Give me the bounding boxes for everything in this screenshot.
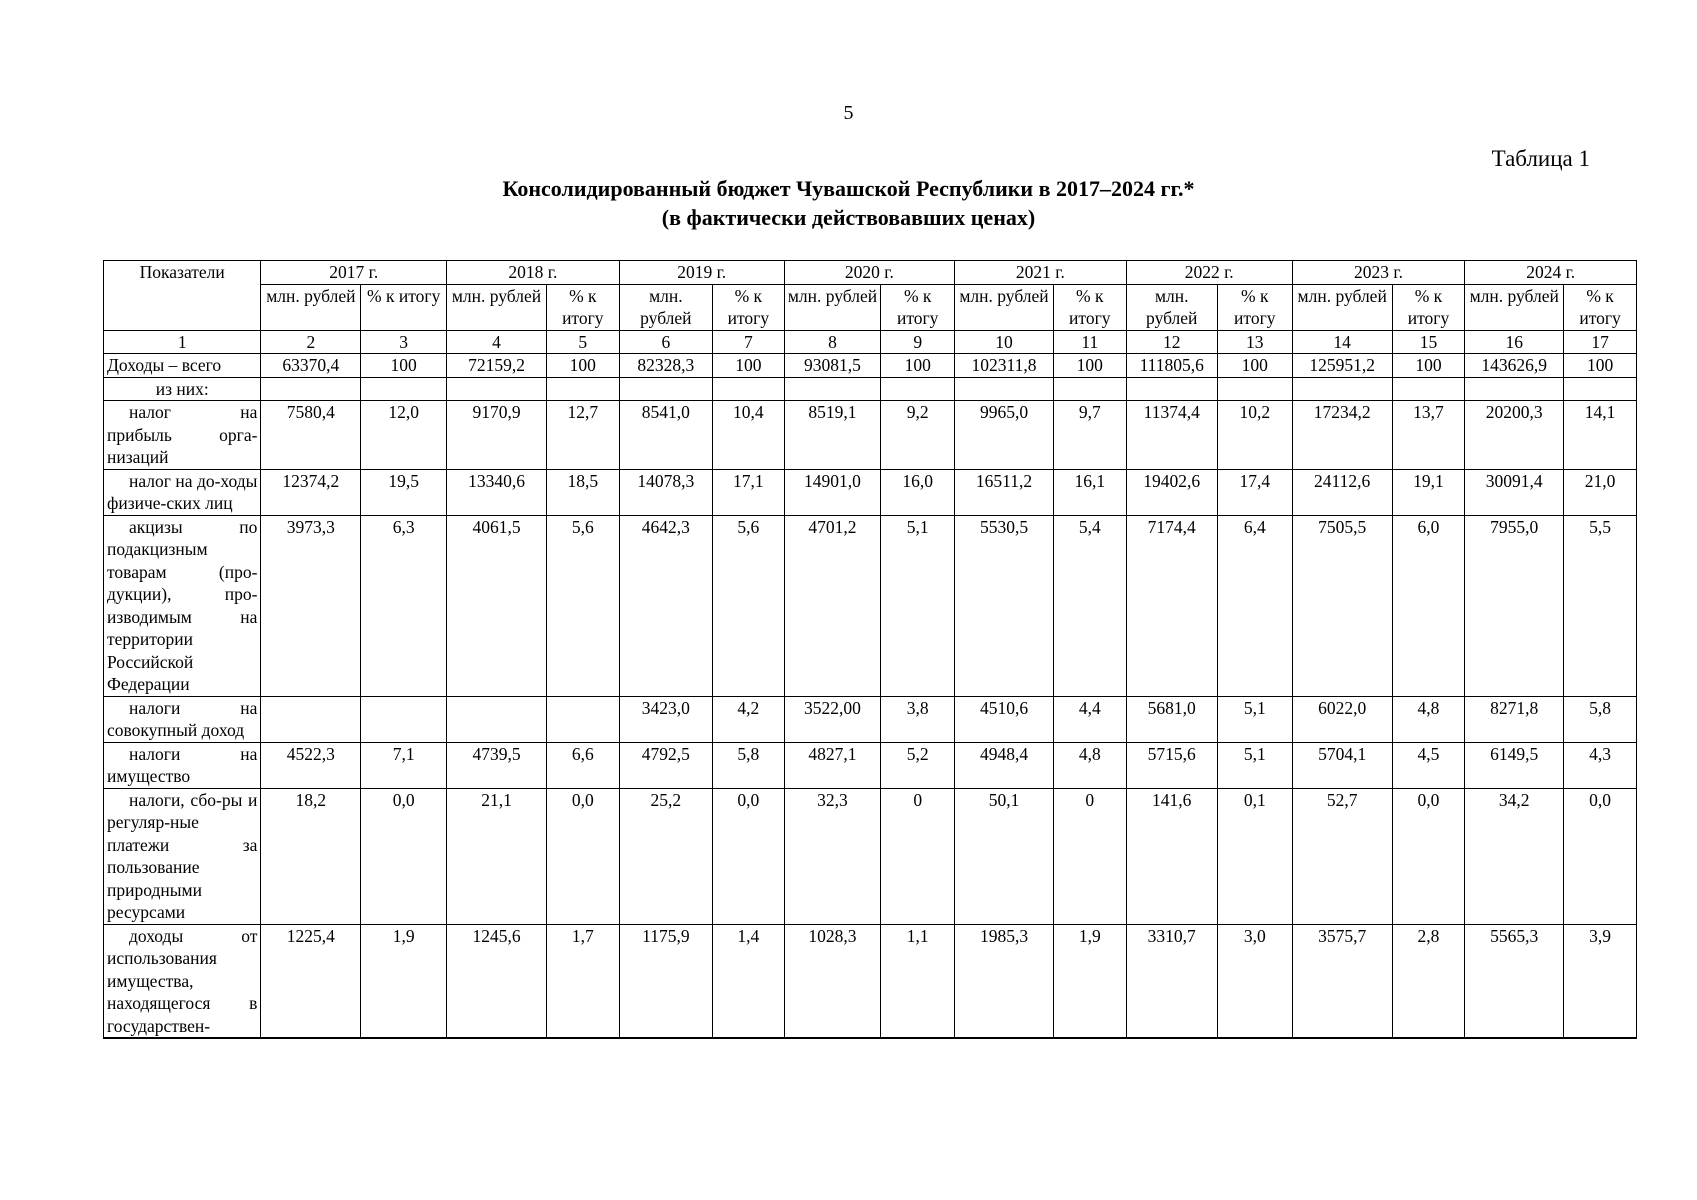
amount-cell: 5681,0: [1126, 696, 1217, 742]
amount-cell: 4061,5: [447, 515, 547, 696]
amount-cell: 14078,3: [619, 469, 712, 515]
percent-cell: 19,5: [361, 469, 447, 515]
amount-cell: 1028,3: [784, 924, 881, 1038]
percent-cell: 10,2: [1217, 401, 1292, 470]
year-header: 2021 г.: [955, 261, 1127, 285]
percent-cell: 21,0: [1564, 469, 1637, 515]
percent-cell: 4,2: [713, 696, 785, 742]
percent-cell: 100: [1392, 354, 1465, 378]
amount-cell: [447, 377, 547, 401]
percent-cell: 14,1: [1564, 401, 1637, 470]
percent-cell: 4,3: [1564, 742, 1637, 788]
row-label: налог на до-ходы физиче-ских лиц: [104, 469, 261, 515]
amount-cell: 13340,6: [447, 469, 547, 515]
percent-cell: 1,9: [361, 924, 447, 1038]
percent-cell: 3,0: [1217, 924, 1292, 1038]
amount-cell: 4510,6: [955, 696, 1054, 742]
percent-cell: 6,0: [1392, 515, 1465, 696]
amount-cell: 8271,8: [1465, 696, 1564, 742]
percent-cell: 1,1: [881, 924, 955, 1038]
amount-cell: 24112,6: [1292, 469, 1392, 515]
percent-cell: 0,0: [361, 788, 447, 924]
percent-cell: 7,1: [361, 742, 447, 788]
amount-cell: 11374,4: [1126, 401, 1217, 470]
percent-cell: 9,2: [881, 401, 955, 470]
amount-cell: 7580,4: [261, 401, 361, 470]
percent-cell: 9,7: [1053, 401, 1126, 470]
percent-cell: [361, 377, 447, 401]
row-label: налоги на имущество: [104, 742, 261, 788]
page-number: 5: [843, 102, 854, 124]
amount-cell: [784, 377, 881, 401]
unit-header-amount: млн. рублей: [1292, 284, 1392, 330]
unit-header-amount: млн. рублей: [784, 284, 881, 330]
amount-cell: 111805,6: [1126, 354, 1217, 378]
table-row: [104, 515, 1637, 696]
percent-cell: 4,4: [1053, 696, 1126, 742]
percent-cell: 100: [1217, 354, 1292, 378]
amount-cell: [955, 377, 1054, 401]
year-header: 2018 г.: [447, 261, 620, 285]
amount-cell: 12374,2: [261, 469, 361, 515]
percent-cell: 19,1: [1392, 469, 1465, 515]
percent-cell: 5,2: [881, 742, 955, 788]
amount-cell: 125951,2: [1292, 354, 1392, 378]
amount-cell: [261, 696, 361, 742]
column-number-cell: 15: [1392, 330, 1465, 354]
amount-cell: 1225,4: [261, 924, 361, 1038]
amount-cell: [1292, 377, 1392, 401]
percent-cell: 6,4: [1217, 515, 1292, 696]
table-row: [104, 401, 1637, 470]
amount-cell: 9170,9: [447, 401, 547, 470]
amount-cell: 34,2: [1465, 788, 1564, 924]
amount-cell: 4827,1: [784, 742, 881, 788]
amount-cell: 143626,9: [1465, 354, 1564, 378]
percent-cell: 0: [1053, 788, 1126, 924]
percent-cell: [546, 377, 619, 401]
amount-cell: 52,7: [1292, 788, 1392, 924]
amount-cell: 1985,3: [955, 924, 1054, 1038]
unit-header-amount: млн. рублей: [1465, 284, 1564, 330]
percent-cell: 0,1: [1217, 788, 1292, 924]
percent-cell: 13,7: [1392, 401, 1465, 470]
column-number-cell: 11: [1053, 330, 1126, 354]
amount-cell: 7955,0: [1465, 515, 1564, 696]
row-label: доходы от использования имущества, находящегося в государствен-: [104, 924, 261, 1038]
percent-cell: 5,1: [881, 515, 955, 696]
table-row: [104, 696, 1637, 742]
amount-cell: 3310,7: [1126, 924, 1217, 1038]
amount-cell: 8519,1: [784, 401, 881, 470]
amount-cell: 4948,4: [955, 742, 1054, 788]
percent-cell: 100: [1053, 354, 1126, 378]
percent-cell: 4,8: [1392, 696, 1465, 742]
year-header: 2022 г.: [1126, 261, 1292, 285]
percent-cell: 16,0: [881, 469, 955, 515]
row-label: акцизы по подакцизным товарам (про-дукции), про-изводимым на территории Российской Федерации: [104, 515, 261, 696]
percent-cell: [1053, 377, 1126, 401]
amount-cell: 141,6: [1126, 788, 1217, 924]
percent-cell: 5,8: [1564, 696, 1637, 742]
percent-cell: [546, 696, 619, 742]
amount-cell: 8541,0: [619, 401, 712, 470]
column-number-cell: 9: [881, 330, 955, 354]
amount-cell: 7174,4: [1126, 515, 1217, 696]
percent-cell: 4,5: [1392, 742, 1465, 788]
amount-cell: 82328,3: [619, 354, 712, 378]
unit-header-percent: % к итогу: [546, 284, 619, 330]
row-label: Доходы – всего: [104, 354, 261, 378]
percent-cell: [361, 696, 447, 742]
amount-cell: 4792,5: [619, 742, 712, 788]
column-number-cell: 6: [619, 330, 712, 354]
percent-cell: 0,0: [1564, 788, 1637, 924]
amount-cell: [619, 377, 712, 401]
amount-cell: [1126, 377, 1217, 401]
year-header: 2017 г.: [261, 261, 447, 285]
column-number-row: [104, 330, 1637, 354]
unit-header-amount: млн. рублей: [1126, 284, 1217, 330]
percent-cell: 0,0: [546, 788, 619, 924]
title-line-2: (в фактически действовавших ценах): [661, 205, 1036, 230]
column-number-cell: 17: [1564, 330, 1637, 354]
amount-cell: 93081,5: [784, 354, 881, 378]
percent-cell: 100: [881, 354, 955, 378]
percent-cell: 2,8: [1392, 924, 1465, 1038]
amount-cell: 18,2: [261, 788, 361, 924]
amount-cell: 17234,2: [1292, 401, 1392, 470]
amount-cell: 25,2: [619, 788, 712, 924]
amount-cell: 20200,3: [1465, 401, 1564, 470]
amount-cell: 6022,0: [1292, 696, 1392, 742]
percent-cell: 5,6: [546, 515, 619, 696]
unit-header-percent: % к итогу: [1564, 284, 1637, 330]
percent-cell: 0: [881, 788, 955, 924]
percent-cell: 100: [546, 354, 619, 378]
column-number-cell: 3: [361, 330, 447, 354]
amount-cell: 21,1: [447, 788, 547, 924]
percent-cell: 5,6: [713, 515, 785, 696]
amount-cell: [261, 377, 361, 401]
amount-cell: 4642,3: [619, 515, 712, 696]
percent-cell: 1,4: [713, 924, 785, 1038]
percent-cell: 3,9: [1564, 924, 1637, 1038]
percent-cell: 5,8: [713, 742, 785, 788]
column-number-cell: 7: [713, 330, 785, 354]
percent-cell: 0,0: [713, 788, 785, 924]
percent-cell: 100: [361, 354, 447, 378]
table-title: [0, 174, 1697, 232]
row-label: из них:: [104, 377, 261, 401]
percent-cell: 6,3: [361, 515, 447, 696]
column-number-cell: 10: [955, 330, 1054, 354]
amount-cell: 5530,5: [955, 515, 1054, 696]
amount-cell: [1465, 377, 1564, 401]
percent-cell: 5,1: [1217, 742, 1292, 788]
unit-header-percent: % к итогу: [713, 284, 785, 330]
amount-cell: 32,3: [784, 788, 881, 924]
year-header: 2020 г.: [784, 261, 954, 285]
amount-cell: 102311,8: [955, 354, 1054, 378]
column-number-cell: 5: [546, 330, 619, 354]
amount-cell: 1175,9: [619, 924, 712, 1038]
unit-header-amount: млн. рублей: [447, 284, 547, 330]
column-number-cell: 8: [784, 330, 881, 354]
unit-header-percent: % к итогу: [881, 284, 955, 330]
column-number-cell: 12: [1126, 330, 1217, 354]
percent-cell: 0,0: [1392, 788, 1465, 924]
row-label: налоги на совокупный доход: [104, 696, 261, 742]
column-number-cell: 2: [261, 330, 361, 354]
amount-cell: 7505,5: [1292, 515, 1392, 696]
row-label: налог на прибыль орга-низаций: [104, 401, 261, 470]
amount-cell: 63370,4: [261, 354, 361, 378]
amount-cell: 3522,00: [784, 696, 881, 742]
unit-header-percent: % к итогу: [1392, 284, 1465, 330]
table-row: [104, 469, 1637, 515]
amount-cell: [447, 696, 547, 742]
unit-header-percent: % к итогу: [1053, 284, 1126, 330]
year-header: 2019 г.: [619, 261, 784, 285]
column-number-cell: 4: [447, 330, 547, 354]
year-header-row: [104, 261, 1637, 285]
unit-header-amount: млн. рублей: [261, 284, 361, 330]
amount-cell: 3575,7: [1292, 924, 1392, 1038]
column-number-cell: 13: [1217, 330, 1292, 354]
table-body: [104, 330, 1637, 1038]
percent-cell: 5,5: [1564, 515, 1637, 696]
amount-cell: 1245,6: [447, 924, 547, 1038]
percent-cell: [713, 377, 785, 401]
unit-header-amount: млн. рублей: [619, 284, 712, 330]
amount-cell: 16511,2: [955, 469, 1054, 515]
amount-cell: 4522,3: [261, 742, 361, 788]
table-row: [104, 788, 1637, 924]
amount-cell: 6149,5: [1465, 742, 1564, 788]
column-number-cell: 1: [104, 330, 261, 354]
table-row: [104, 742, 1637, 788]
percent-cell: [1564, 377, 1637, 401]
column-number-cell: 16: [1465, 330, 1564, 354]
indicator-header: Показатели: [104, 261, 261, 331]
amount-cell: 5704,1: [1292, 742, 1392, 788]
title-line-1: Консолидированный бюджет Чувашской Республики в 2017–2024 гг.*: [502, 176, 1195, 201]
unit-header-percent: % к итогу: [1217, 284, 1292, 330]
percent-cell: 3,8: [881, 696, 955, 742]
percent-cell: 10,4: [713, 401, 785, 470]
table-row: [104, 924, 1637, 1038]
percent-cell: 100: [713, 354, 785, 378]
percent-cell: 1,9: [1053, 924, 1126, 1038]
percent-cell: [881, 377, 955, 401]
percent-cell: 12,7: [546, 401, 619, 470]
percent-cell: 6,6: [546, 742, 619, 788]
table-row: [104, 377, 1637, 401]
percent-cell: 18,5: [546, 469, 619, 515]
unit-header-percent: % к итогу: [361, 284, 447, 330]
table-row: [104, 354, 1637, 378]
unit-header-row: [104, 284, 1637, 330]
year-header: 2024 г.: [1465, 261, 1637, 285]
percent-cell: [1217, 377, 1292, 401]
amount-cell: 3973,3: [261, 515, 361, 696]
column-number-cell: 14: [1292, 330, 1392, 354]
amount-cell: 9965,0: [955, 401, 1054, 470]
percent-cell: [1392, 377, 1465, 401]
percent-cell: 17,4: [1217, 469, 1292, 515]
percent-cell: 16,1: [1053, 469, 1126, 515]
percent-cell: 17,1: [713, 469, 785, 515]
amount-cell: 4739,5: [447, 742, 547, 788]
percent-cell: 1,7: [546, 924, 619, 1038]
amount-cell: 4701,2: [784, 515, 881, 696]
amount-cell: 72159,2: [447, 354, 547, 378]
amount-cell: 5715,6: [1126, 742, 1217, 788]
amount-cell: 30091,4: [1465, 469, 1564, 515]
amount-cell: 14901,0: [784, 469, 881, 515]
percent-cell: 12,0: [361, 401, 447, 470]
amount-cell: 3423,0: [619, 696, 712, 742]
percent-cell: 5,4: [1053, 515, 1126, 696]
amount-cell: 5565,3: [1465, 924, 1564, 1038]
percent-cell: 5,1: [1217, 696, 1292, 742]
amount-cell: 50,1: [955, 788, 1054, 924]
row-label: налоги, сбо-ры и регуляр-ные платежи за пользование природными ресурсами: [104, 788, 261, 924]
budget-table: [103, 260, 1637, 1039]
year-header: 2023 г.: [1292, 261, 1465, 285]
table-label: Таблица 1: [1491, 146, 1590, 171]
percent-cell: 4,8: [1053, 742, 1126, 788]
percent-cell: 100: [1564, 354, 1637, 378]
amount-cell: 19402,6: [1126, 469, 1217, 515]
unit-header-amount: млн. рублей: [955, 284, 1054, 330]
